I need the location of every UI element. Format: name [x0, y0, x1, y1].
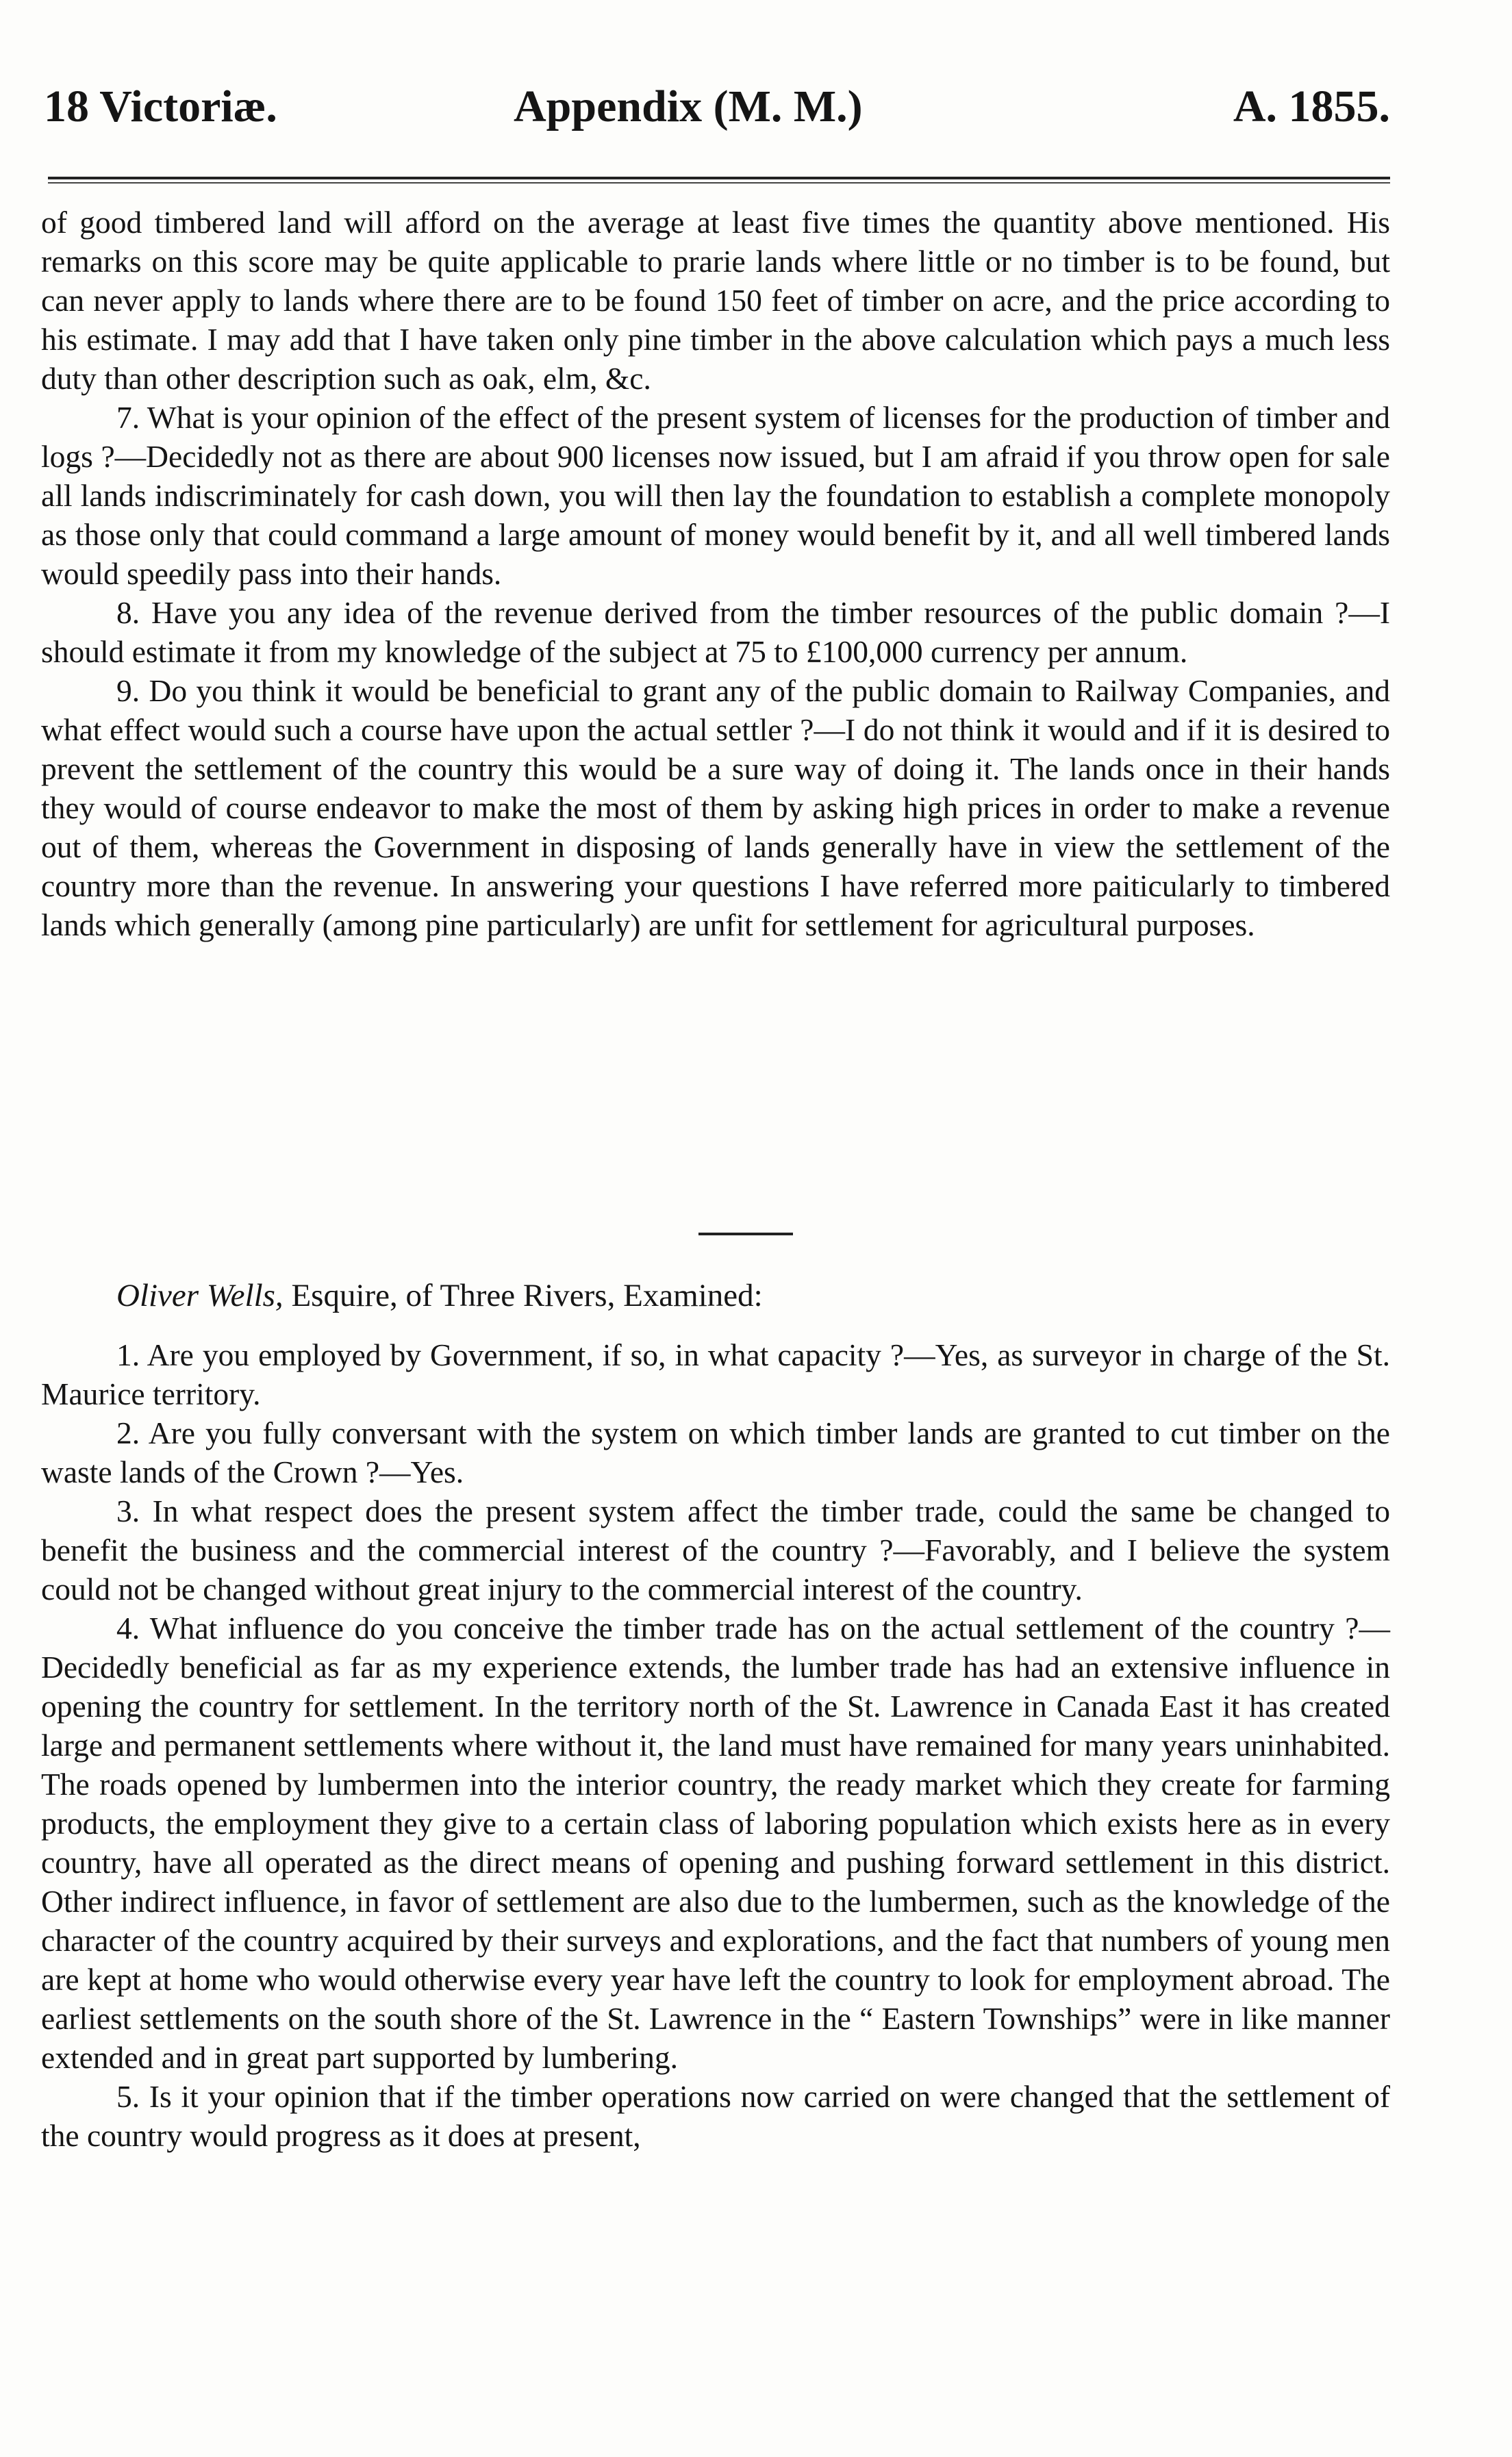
- header-year: A. 1855.: [1233, 81, 1390, 131]
- question-1: 1. Are you employed by Government, if so, in what capacity ?—Yes, as surveyor in charge of the St. Maurice territory.: [41, 1337, 1390, 1411]
- paragraph-continuation: of good timbered land will afford on the average at least five times the quantity above mentioned. His remarks on this score may be quite applicable to prarie lands where little or no timber is to be found, but can never apply to lands where there are to be found 150 feet of timber on acre, and the price according to his estimate. I may add that I have taken only pine timber in the above calculation which pays a much less duty than other description such as oak, elm, &c.: [41, 205, 1390, 396]
- question-3: 3. In what respect does the present system affect the timber trade, could the same be changed to benefit the business and the commercial interest of the country ?—Favorably, and I believe the system could not be changed without great injury to the commercial interest of the country.: [41, 1494, 1390, 1606]
- question-4: 4. What influence do you conceive the timber trade has on the actual settlement of the country ?—Decidedly beneficial as far as my experience extends, the lumber trade has had an extensive influence in opening the country for settlement. In the territory north of the St. Lawrence in Canada East it has created large and permanent settlements where without it, the land must have remained for many years uninhabited. The roads opened by lumbermen into the interior country, the ready market which they create for farming products, the employment they give to a certain class of laboring population which exists here as in every country, have all operated as the direct means of opening and pushing forward settlement in this district. Other indirect influence, in favor of settlement are also due to the lumbermen, such as the knowledge of the character of the country acquired by their surveys and explorations, and the fact that numbers of young men are kept at home who would otherwise every year have left the country to look for employment abroad. The earliest settlements on the south shore of the St. Lawrence in the “ Eastern Townships” were in like manner extended and in great part supported by lumbering.: [41, 1611, 1390, 2075]
- question-8: 8. Have you any idea of the revenue derived from the timber resources of the public domain ?—I should estimate it from my knowledge of the subject at 75 to £100,000 currency per annum.: [41, 595, 1390, 669]
- question-7: 7. What is your opinion of the effect of the present system of licenses for the production of timber and logs ?—Decidedly not as there are about 900 licenses now issued, but I am afraid if you throw open for sale all lands indiscriminately for cash down, you will then lay the foundation to establish a complete monopoly as those only that could command a large amount of money would benefit by it, and all well timbered lands would speedily pass into their hands.: [41, 400, 1390, 591]
- witness-heading: [116, 1275, 763, 1316]
- testimony-continued: [41, 203, 1390, 944]
- witness-title: Esquire, of Three Rivers, Examined:: [283, 1278, 763, 1313]
- document-page: [41, 0, 1390, 2457]
- testimony-wells: [41, 1335, 1390, 2155]
- witness-name: Oliver Wells,: [116, 1278, 284, 1313]
- section-separator: [698, 1233, 793, 1235]
- running-head: [41, 81, 1390, 136]
- header-rule-thin: [48, 182, 1390, 184]
- header-session: 18 Victoriæ.: [44, 81, 277, 131]
- header-appendix: Appendix (M. M.): [514, 81, 863, 131]
- question-2: 2. Are you fully conversant with the system on which timber lands are granted to cut timber on the waste lands of the Crown ?—Yes.: [41, 1415, 1390, 1489]
- question-9: 9. Do you think it would be beneficial to grant any of the public domain to Railway Companies, and what effect would such a course have upon the actual settler ?—I do not think it would and if it is desired to prevent the settlement of the country this would be a sure way of doing it. The lands once in their hands they would of course endeavor to make the most of them by asking high prices in order to make a revenue out of them, whereas the Government in disposing of lands generally have in view the settlement of the country more than the revenue. In answering your questions I have referred more paiticularly to timbered lands which generally (among pine particularly) are unfit for settlement for agricultural purposes.: [41, 673, 1390, 942]
- question-5: 5. Is it your opinion that if the timber operations now carried on were changed that the settlement of the country would progress as it does at present,: [41, 2079, 1390, 2153]
- header-rule: [48, 177, 1390, 179]
